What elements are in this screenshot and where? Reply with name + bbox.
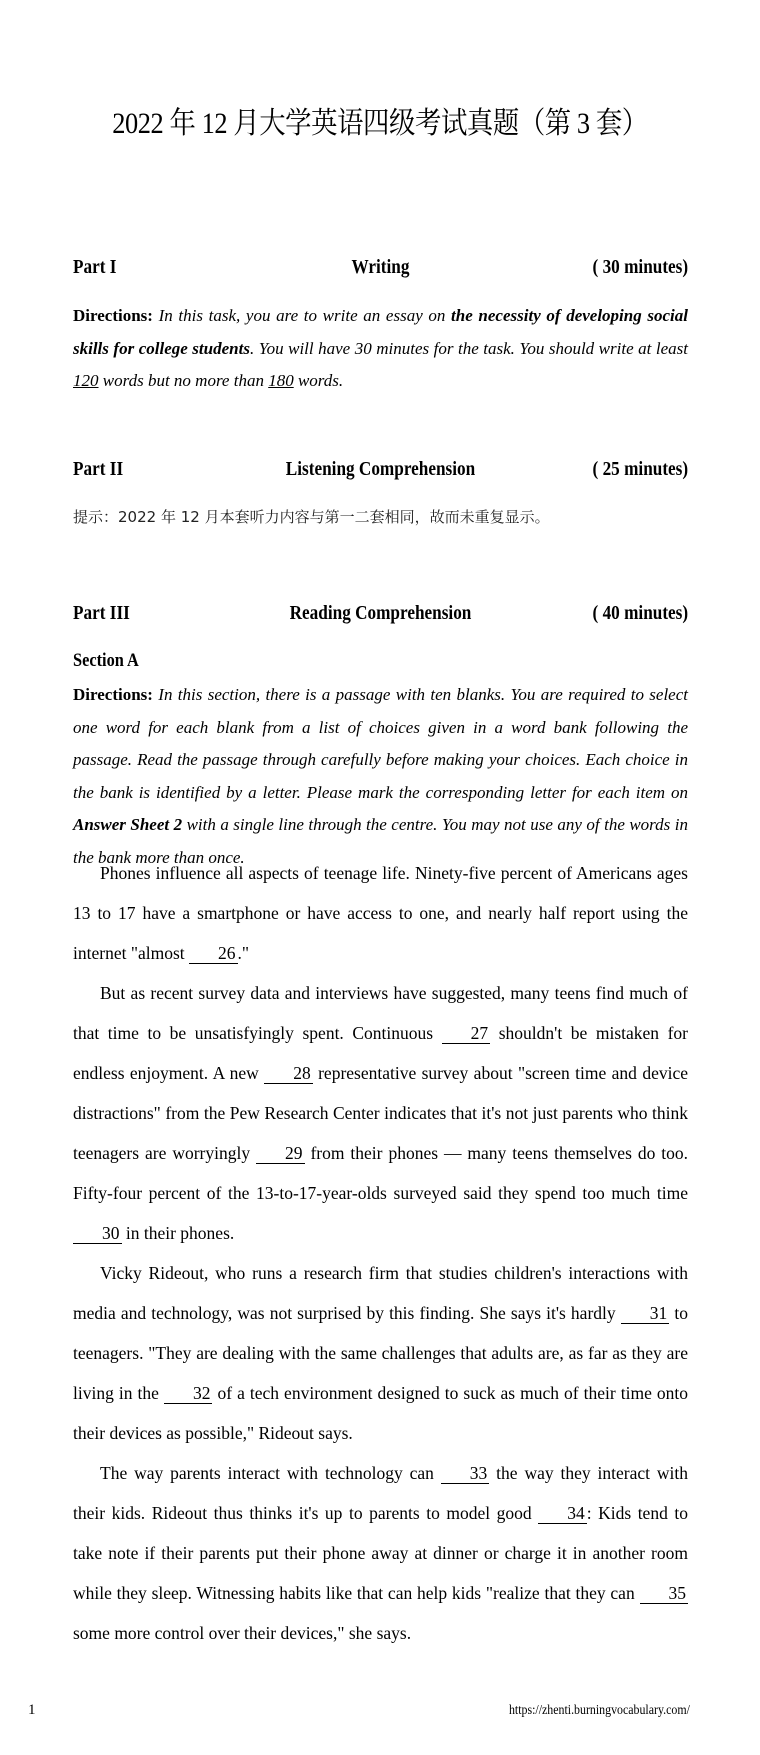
page-title: 2022 年 12 月大学英语四级考试真题（第 3 套） — [112, 107, 648, 140]
blank-30: 30 — [73, 1223, 122, 1244]
passage-text: But as recent survey data and interviews have suggested, many teens find much of that time to be unsatisfyingly spent. Continuous — [73, 983, 688, 1043]
reading-passage — [73, 853, 688, 1653]
directions-text: . You will have 30 minutes for the task. You should write at least — [249, 338, 688, 358]
passage-text: Phones influence all aspects of teenage life. Ninety-five percent of Americans ages 13 to 17 have a smartphone or have access to one, and nearly half report using the internet "almost — [73, 863, 688, 963]
directions-label: Directions: — [73, 306, 153, 325]
blank-33: 33 — [441, 1463, 490, 1484]
passage-paragraph-3 — [73, 1253, 688, 1453]
directions-label: Directions: — [73, 685, 153, 704]
part-1-header — [73, 256, 688, 282]
listening-note: 提示：2022 年 12 月本套听力内容与第一二套相同，故而未重复显示。 — [73, 508, 550, 526]
blank-28: 28 — [264, 1063, 313, 1084]
blank-26: 26 — [189, 943, 238, 964]
blank-29: 29 — [256, 1143, 305, 1164]
part-2-time: ( 25 minutes) — [592, 458, 688, 480]
section-a-heading: Section A — [73, 650, 139, 671]
passage-text: of a tech environment designed to suck as much of their time onto their devices as possible," Rideout says. — [73, 1383, 689, 1443]
passage-text: representative survey about "screen time and device distractions" from the Pew Research Center indicates that it's not just parents who think teenagers are worryingly — [73, 1063, 688, 1163]
directions-text: words but no more than — [98, 371, 269, 390]
page-number: 1 — [28, 1702, 36, 1718]
passage-text: from their phones — many teens themselves do too. Fifty-four percent of the 13-to-17-year-olds surveyed said they spend too much time — [73, 1143, 689, 1203]
passage-text: some more control over their devices," she says. — [73, 1623, 412, 1643]
blank-31: 31 — [621, 1303, 670, 1324]
part-1-name: Writing — [351, 256, 410, 278]
max-words: 180 — [268, 371, 294, 390]
part-3-label: Part III — [73, 602, 130, 624]
directions-text: words. — [293, 371, 344, 390]
part-1-label: Part I — [73, 256, 117, 278]
blank-32: 32 — [164, 1383, 213, 1404]
passage-text: Vicky Rideout, who runs a research firm that studies children's interactions with media and technology, was not surprised by this finding. She says it's hardly — [73, 1263, 688, 1323]
part-2-label: Part II — [73, 458, 124, 480]
part-2-header — [73, 458, 688, 484]
passage-paragraph-2 — [73, 973, 688, 1253]
passage-paragraph-1 — [73, 853, 688, 973]
blank-35: 35 — [640, 1583, 689, 1604]
part-3-name: Reading Comprehension — [289, 602, 472, 624]
passage-text: the way they interact with their kids. Rideout thus thinks it's up to parents to model good — [73, 1463, 688, 1523]
blank-27: 27 — [442, 1023, 491, 1044]
passage-text: in their phones. — [121, 1223, 235, 1243]
passage-text: to teenagers. "They are dealing with the same challenges that adults are, as far as they are living in the — [73, 1303, 688, 1403]
footer-url: https://zhenti.burningvocabulary.com/ — [509, 1703, 690, 1718]
answer-sheet-ref: Answer Sheet 2 — [73, 815, 183, 834]
part-1-directions — [73, 300, 688, 398]
part-1-time: ( 30 minutes) — [592, 256, 688, 278]
passage-text: : Kids tend to take note if their parents put their phone away at dinner or charge it in another room while they sleep. Witnessing habits like that can help kids "realize that they can — [73, 1503, 688, 1603]
directions-text: In this task, you are to write an essay on — [152, 306, 452, 325]
part-3-time: ( 40 minutes) — [592, 602, 688, 624]
directions-text: In this section, there is a passage with ten blanks. You are required to select one word for each blank from a list of choices given in a word bank following the passage. Read the passage through carefully before making your choices. Each choice in the bank is identified by a letter. Please mark the corresponding letter for each item on — [73, 685, 688, 802]
passage-text: ." — [237, 943, 250, 963]
passage-text: The way parents interact with technology can — [100, 1463, 441, 1483]
part-2-name: Listening Comprehension — [285, 458, 476, 480]
directions-text: with a single line through the centre. You may not use any of the words in the bank more than once. — [73, 815, 688, 867]
passage-text: shouldn't be mistaken for endless enjoyment. A new — [73, 1023, 688, 1083]
essay-topic: the necessity of developing social skills for college students — [73, 306, 688, 358]
part-3-header — [73, 602, 688, 628]
min-words: 120 — [73, 371, 99, 390]
blank-34: 34 — [538, 1503, 587, 1524]
passage-paragraph-4 — [73, 1453, 688, 1653]
part-3-directions — [73, 679, 688, 874]
